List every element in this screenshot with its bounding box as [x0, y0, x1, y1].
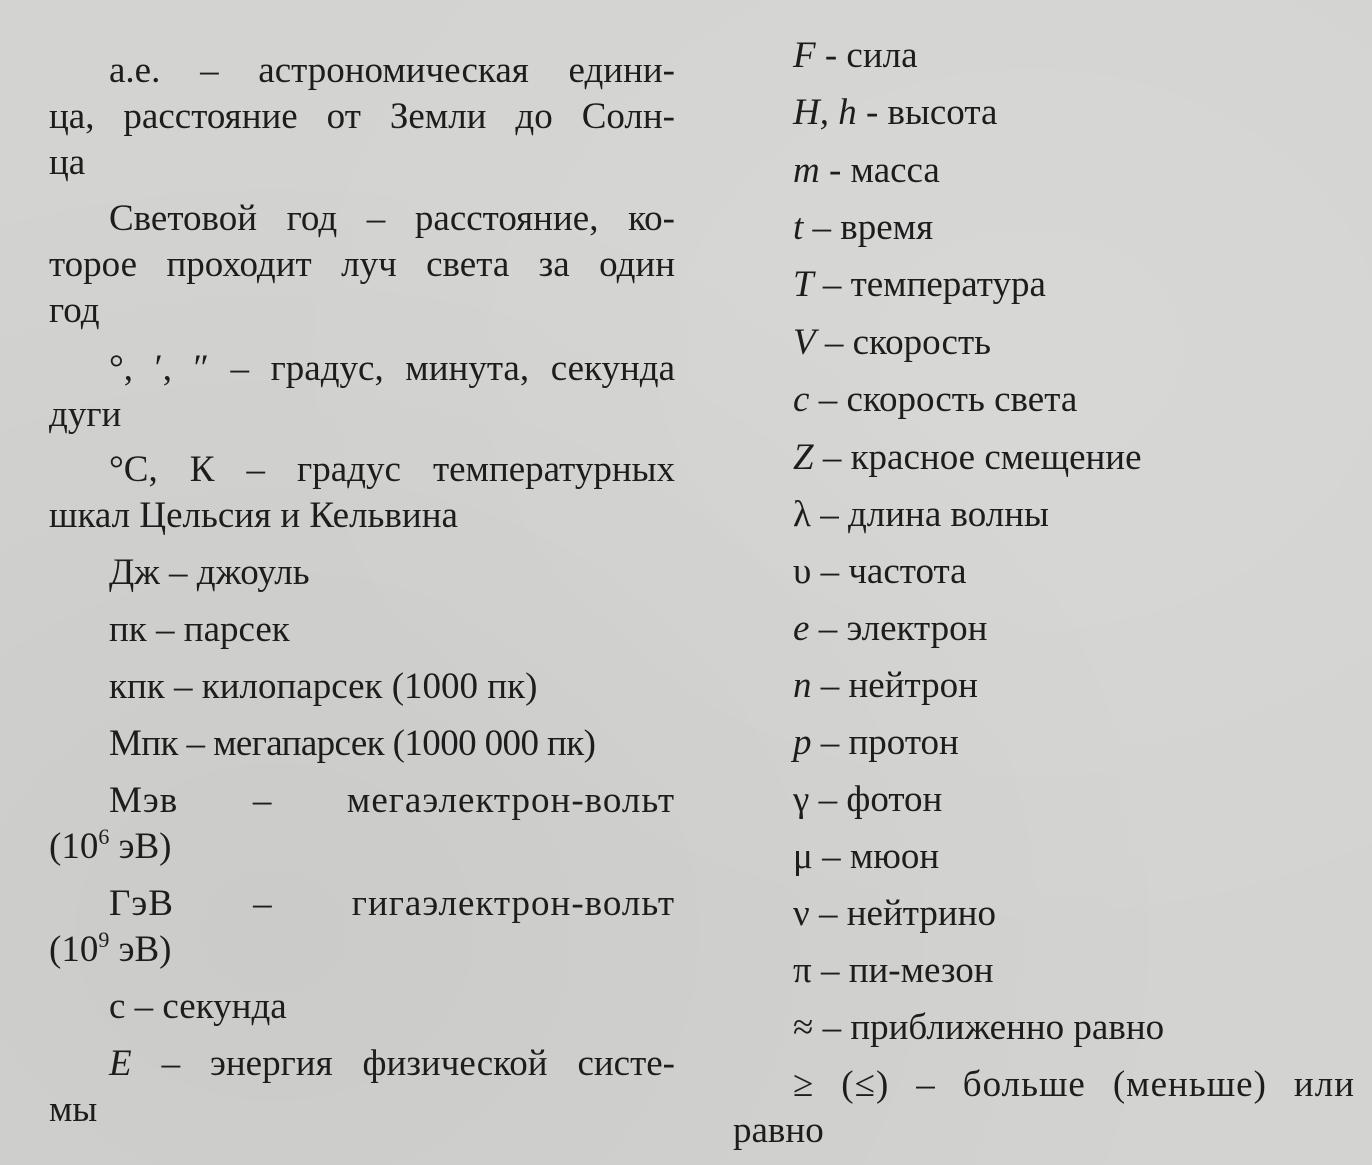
symbol: e: [793, 608, 810, 649]
symbol-entry-force: [733, 33, 1355, 79]
symbol: t: [793, 207, 804, 248]
power-unit: эВ): [109, 929, 172, 970]
symbol-entry-neutrino: [733, 891, 1355, 937]
definition: – пи-мезон: [820, 950, 994, 991]
symbol-entry-wavelength: [733, 492, 1355, 538]
definition: – температура: [822, 264, 1046, 305]
abbrev-entry-megaparsec: [49, 721, 675, 767]
symbol: ≈: [793, 1007, 814, 1048]
symbol-entry-time: [733, 205, 1355, 251]
symbol-entry-temperature: [733, 262, 1355, 308]
symbol-entry-height: [733, 90, 1355, 136]
exponent: 6: [98, 824, 110, 849]
entry-text: Дж – джоуль: [109, 552, 310, 593]
entry-text: а.е. – астрономическая едини-: [109, 50, 675, 91]
symbol-entry-muon: [733, 834, 1355, 880]
symbol: Z: [793, 437, 814, 478]
symbol: n: [793, 665, 812, 706]
abbrev-entry-joule: [49, 550, 675, 596]
abbrev-entry-light-year: [49, 196, 675, 334]
entry-text: ≥ (≤) – больше (меньше) или: [793, 1064, 1355, 1105]
abbrev-entry-energy: [49, 1041, 675, 1133]
definition: – скорость света: [818, 379, 1078, 420]
symbol: c: [793, 379, 810, 420]
entry-continuation: ца: [49, 142, 86, 183]
abbrev-entry-gev: [49, 881, 675, 973]
symbol: p: [793, 722, 812, 763]
entry-text: °, ′, ″ – градус, минута, секунда: [109, 348, 675, 389]
power-unit: эВ): [109, 826, 172, 867]
abbrev-entry-mev: [49, 778, 675, 870]
symbol-entry-frequency: [733, 549, 1355, 595]
definition: – скорость: [824, 322, 992, 363]
definition: - сила: [824, 35, 918, 76]
symbol: γ: [793, 779, 810, 820]
symbol-entry-velocity: [733, 320, 1355, 366]
definition: - высота: [865, 92, 998, 133]
definition: – нейтрон: [820, 665, 978, 706]
entry-text: [49, 1041, 675, 1087]
definition: – время: [812, 207, 934, 248]
abbrev-entry-second: [49, 984, 675, 1030]
definition: – красное смещение: [822, 437, 1142, 478]
exponent: 9: [98, 927, 110, 952]
definition: – приближенно равно: [822, 1007, 1165, 1048]
entry-continuation: ца, расстояние от Земли до Солн-: [49, 96, 675, 137]
definition: – электрон: [818, 608, 988, 649]
symbol: λ: [793, 494, 811, 535]
abbrev-entry-degree-minute-second: [49, 346, 675, 438]
power-base: (10: [49, 826, 99, 867]
definition: – длина волны: [820, 494, 1049, 535]
abbrev-entry-kiloparsec: [49, 664, 675, 710]
entry-text: с – секунда: [109, 986, 287, 1027]
entry-continuation: шкал Цельсия и Кельвина: [49, 495, 458, 536]
abbrev-entry-temperature-scales: [49, 447, 675, 539]
symbol: π: [793, 950, 812, 991]
symbol-entry-electron: [733, 606, 1355, 652]
entry-text: °С, К – градус температурных: [109, 449, 675, 490]
symbol: υ: [793, 551, 812, 592]
definition: – протон: [820, 722, 959, 763]
definition: – энергия физической систе-: [161, 1043, 676, 1084]
entry-continuation: [49, 824, 675, 870]
entry-text: Световой год – расстояние, ко-: [109, 198, 675, 239]
symbol-entry-speed-of-light: [733, 377, 1355, 423]
symbol-entry-neutron: [733, 663, 1355, 709]
entry-continuation: мы: [49, 1089, 98, 1130]
entry-continuation: равно: [733, 1110, 824, 1151]
symbol-entry-mass: [733, 148, 1355, 194]
abbrev-entry-ae: [49, 48, 675, 186]
definition: – частота: [820, 551, 967, 592]
symbol-entry-pion: [733, 948, 1355, 994]
definition: – мюон: [822, 836, 940, 877]
symbol: T: [793, 264, 814, 305]
symbol-entry-photon: [733, 777, 1355, 823]
entry-text: Мэв – мегаэлектрон-вольт: [109, 780, 675, 821]
entry-text: ГэВ – гигаэлектрон-вольт: [109, 883, 675, 924]
symbol: ν: [793, 893, 810, 934]
entry-text: кпк – килопарсек (1000 пк): [109, 666, 538, 707]
symbol-entry-proton: [733, 720, 1355, 766]
symbol: μ: [793, 836, 813, 877]
entry-continuation: торое проходит луч света за один: [49, 244, 675, 285]
entry-text: Мпк – мегапарсек (1000 000 пк): [109, 723, 596, 764]
entry-text: пк – парсек: [109, 609, 290, 650]
symbol-entry-redshift: [733, 435, 1355, 481]
entry-continuation: год: [49, 290, 100, 331]
symbol: H, h: [793, 92, 857, 133]
symbol-entry-approx-equal: [733, 1005, 1355, 1051]
symbol: F: [793, 35, 816, 76]
definition: – нейтрино: [818, 893, 996, 934]
symbol-entry-greater-or-equal: [733, 1062, 1355, 1154]
symbol: V: [793, 322, 816, 363]
entry-continuation: дуги: [49, 394, 122, 435]
power-base: (10: [49, 929, 99, 970]
entry-continuation: [49, 927, 675, 973]
definition: - масса: [828, 150, 940, 191]
symbol: m: [793, 150, 820, 191]
symbol: Е: [109, 1043, 132, 1084]
definition: – фотон: [818, 779, 943, 820]
abbrev-entry-parsec: [49, 607, 675, 653]
